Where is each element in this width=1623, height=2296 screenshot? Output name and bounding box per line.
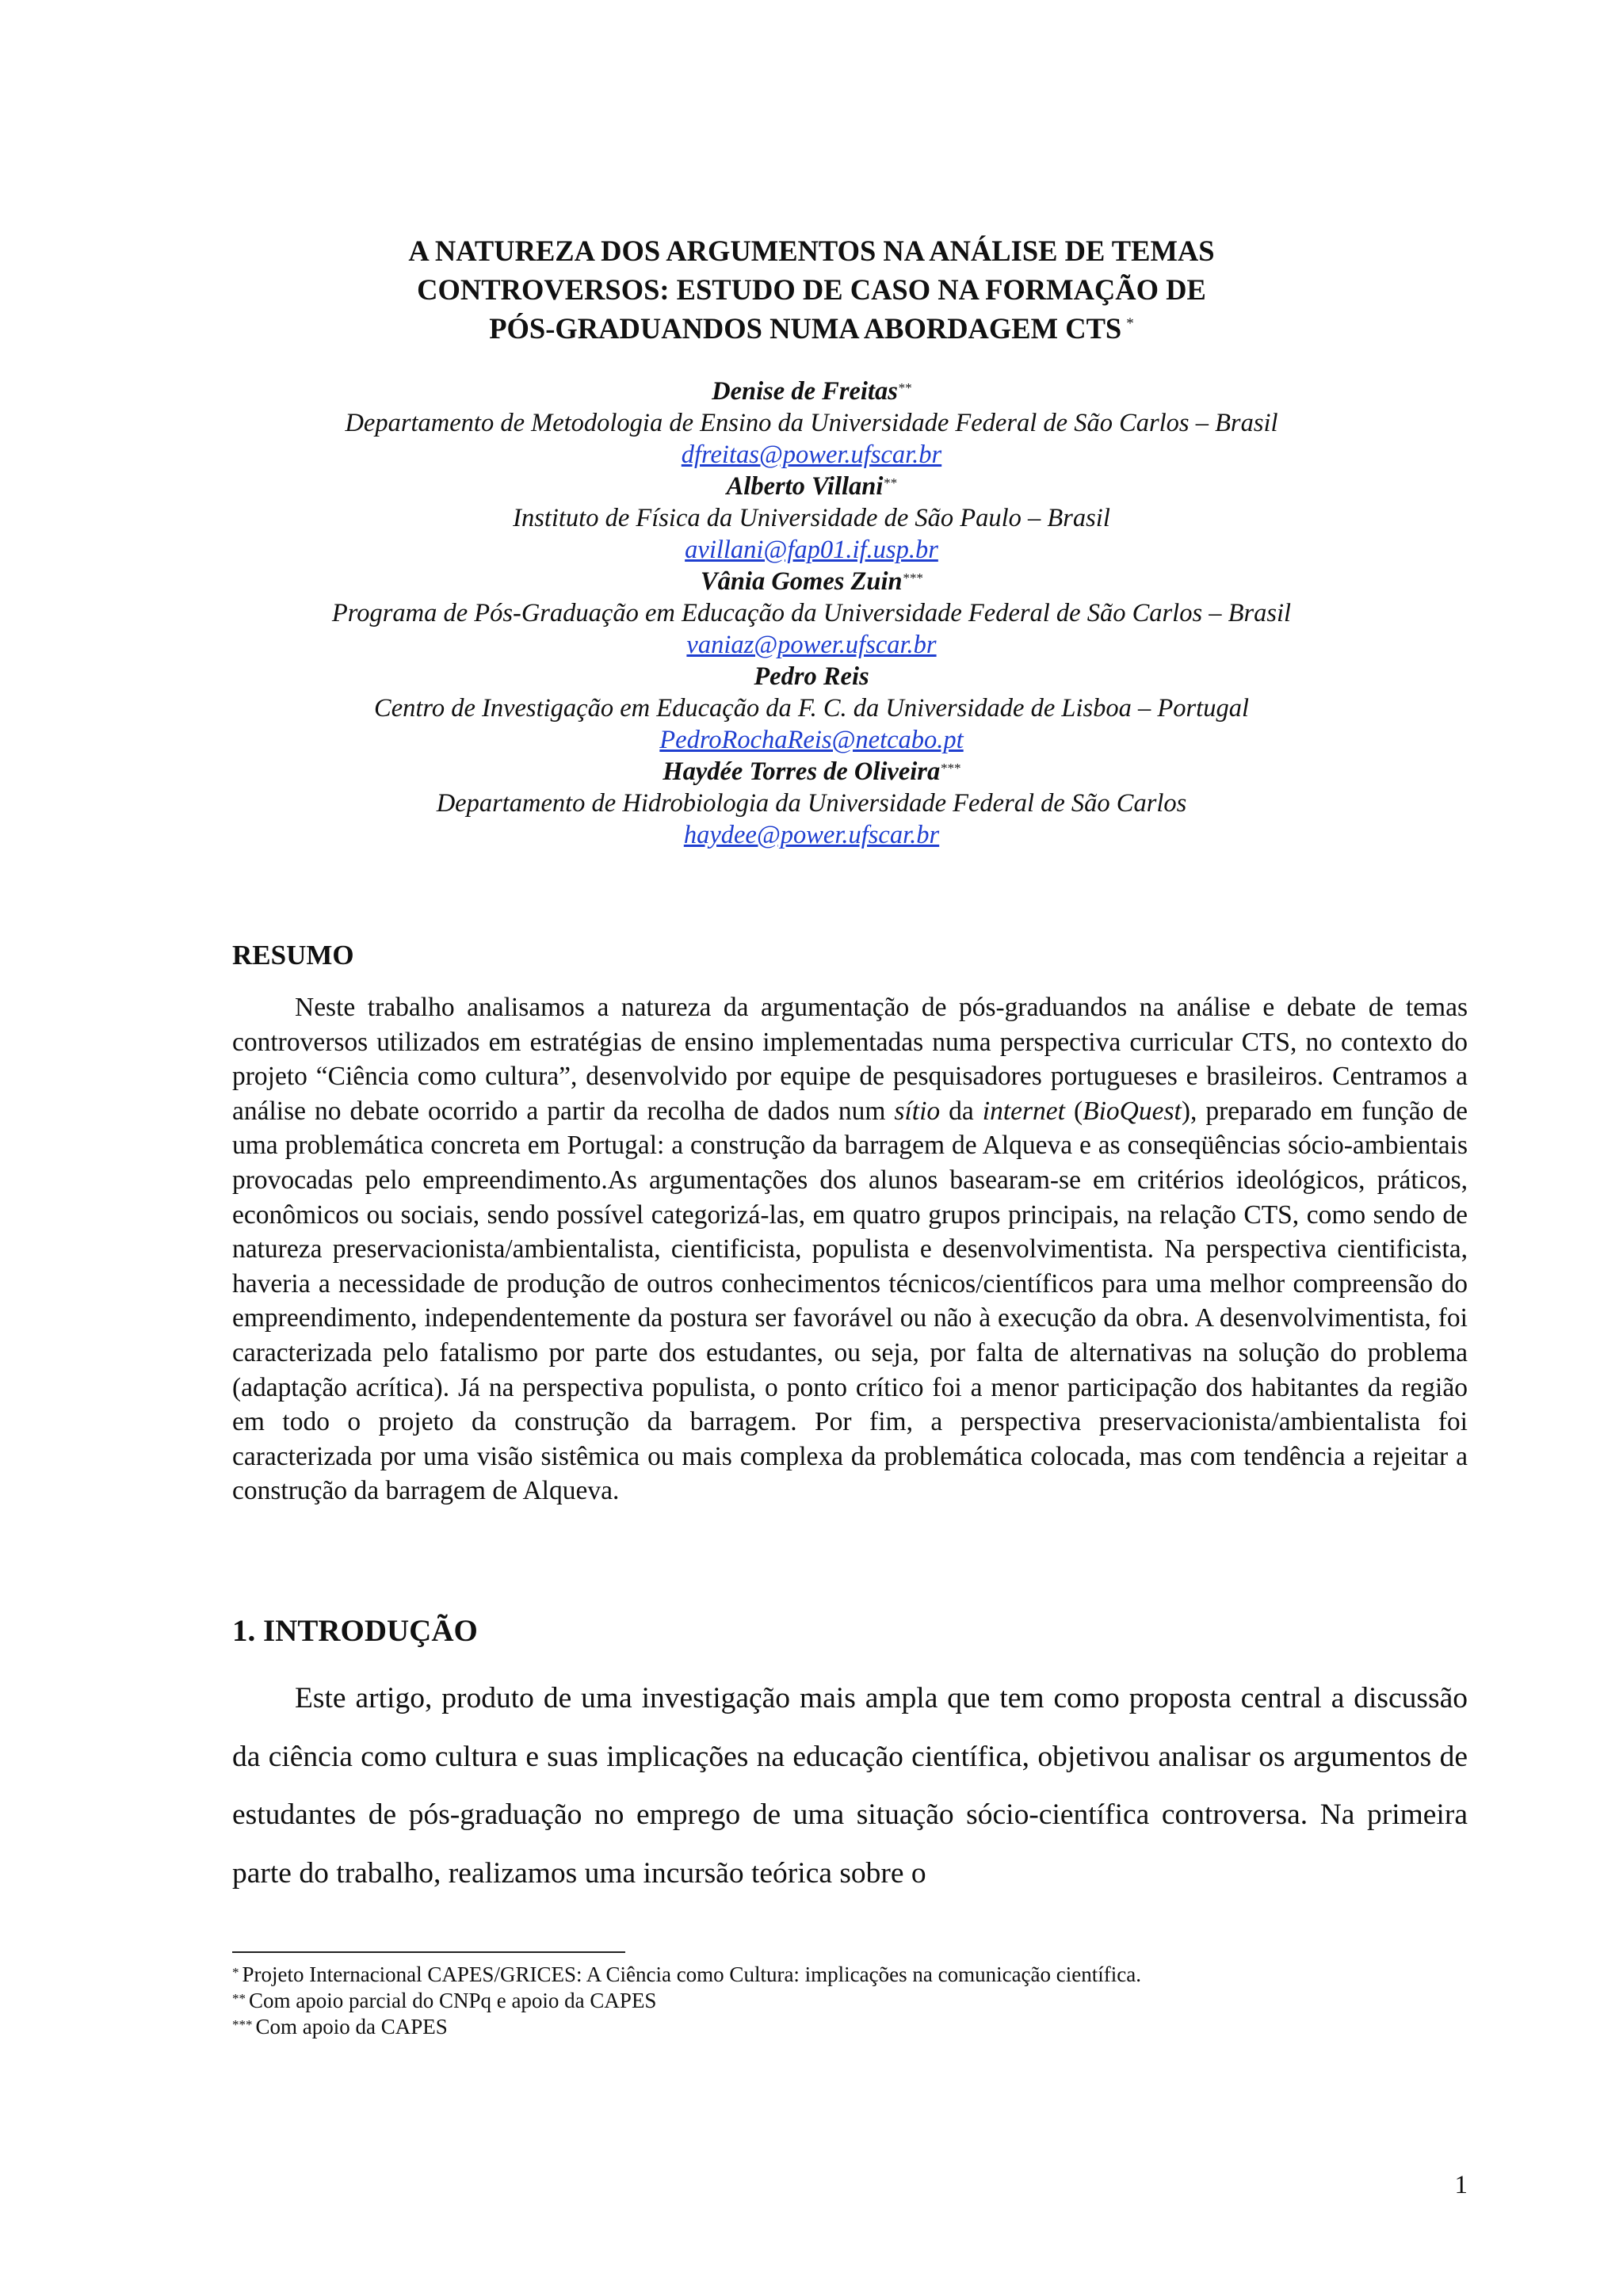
author-affiliation-2: Instituto de Física da Universidade de São Paulo – Brasil: [513, 504, 1110, 532]
footnote-2: ** Com apoio parcial do CNPq e apoio da CAPES: [232, 1989, 657, 2012]
title-line-3-text: PÓS-GRADUANDOS NUMA ABORDAGEM CTS: [489, 312, 1122, 345]
author-affiliation-5: Departamento de Hidrobiologia da Universidade Federal de São Carlos: [436, 789, 1187, 818]
author-email-link-4[interactable]: PedroRochaReis@netcabo.pt: [659, 726, 964, 754]
author-affiliation-1: Departamento de Metodologia de Ensino da Universidade Federal de São Carlos – Brasil: [345, 409, 1278, 437]
author-name-5: Haydée Torres de Oliveira***: [663, 757, 960, 786]
footnote-divider: [232, 1951, 625, 1953]
page-number: 1: [1454, 2171, 1468, 2199]
author-block: [238, 376, 1385, 851]
footnote-3: *** Com apoio da CAPES: [232, 2015, 448, 2039]
paper-title: [238, 231, 1385, 348]
introduction-paragraph: Este artigo, produto de uma investigação mais ampla que tem como proposta central a discussão da ciência como cultura e suas implicações na educação científica, objetivou analisar os argumentos de estudantes de pós-graduação no emprego de uma situação sócio-científica controversa. Na primeira parte do trabalho, realizamos uma incursão teórica sobre o: [232, 1682, 1468, 1890]
footnote-1: * Projeto Internacional CAPES/GRICES: A Ciência como Cultura: implicações na comunicação científica.: [232, 1962, 1141, 1986]
title-footnote-mark: *: [1126, 315, 1134, 332]
author-email-link-5[interactable]: haydee@power.ufscar.br: [683, 821, 940, 849]
title-line-3: [238, 309, 1385, 348]
footnotes: [232, 1962, 1468, 2040]
author-email-link-3[interactable]: vaniaz@power.ufscar.br: [686, 631, 937, 659]
abstract-paragraph: Neste trabalho analisamos a natureza da argumentação de pós-graduandos na análise e debate de temas controversos utilizados em estratégias de ensino implementadas numa perspectiva curricular CTS, no contexto do projeto “Ciência como cultura”, desenvolvido por equipe de pesquisadores portugueses e brasileiros. Centramos a análise no debate ocorrido a partir da recolha de dados num sítio da internet (BioQuest), preparado em função de uma problemática concreta em Portugal: a construção da barragem de Alqueva e as conseqüências sócio-ambientais provocadas pelo empreendimento.As argumentações dos alunos basearam-se em critérios ideológicos, práticos, econômicos ou sociais, sendo possível categorizá-las, em quatro grupos principais, na relação CTS, como sendo de natureza preservacionista/ambientalista, cientificista, populista e desenvolvimentista. Na perspectiva cientificista, haveria a necessidade de produção de outros conhecimentos técnicos/científicos para uma melhor compreensão do empreendimento, independentemente da postura ser favorável ou não à execução da obra. A desenvolvimentista, foi caracterizada pelo fatalismo por parte dos estudantes, ou seja, por falta de alternativas na solução do problema (adaptação acrítica). Já na perspectiva populista, o ponto crítico foi a menor participação dos habitantes da região em todo o projeto da construção da barragem. Por fim, a perspectiva preservacionista/ambientalista foi caracterizada por uma visão sistêmica ou mais complexa da problemática colocada, mas com tendência a rejeitar a construção da barragem de Alqueva.: [232, 993, 1468, 1506]
title-line-1: A NATUREZA DOS ARGUMENTOS NA ANÁLISE DE TEMAS: [408, 235, 1215, 267]
title-line-2: CONTROVERSOS: ESTUDO DE CASO NA FORMAÇÃO DE: [417, 273, 1206, 306]
resumo-heading: RESUMO: [232, 940, 354, 971]
author-name-1: Denise de Freitas**: [712, 377, 911, 406]
author-affiliation-3: Programa de Pós-Graduação em Educação da Universidade Federal de São Carlos – Brasil: [331, 599, 1292, 627]
author-name-4: Pedro Reis: [754, 662, 869, 691]
author-email-link-1[interactable]: dfreitas@power.ufscar.br: [681, 441, 942, 469]
author-affiliation-4: Centro de Investigação em Educação da F. C. da Universidade de Lisboa – Portugal: [374, 694, 1249, 723]
author-name-3: Vânia Gomes Zuin***: [700, 567, 923, 596]
author-name-2: Alberto Villani**: [726, 472, 897, 501]
introduction-heading: 1. INTRODUÇÃO: [232, 1614, 478, 1648]
author-email-link-2[interactable]: avillani@fap01.if.usp.br: [685, 536, 938, 564]
